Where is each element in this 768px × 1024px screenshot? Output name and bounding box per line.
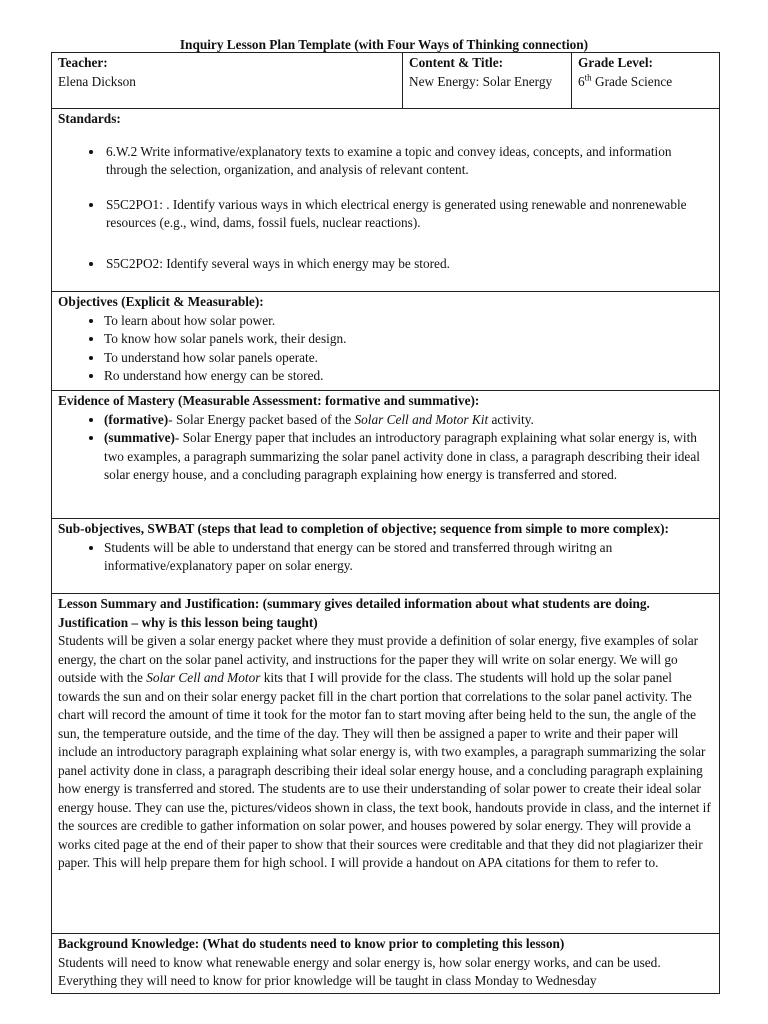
subobjectives-cell bbox=[52, 519, 720, 594]
standard-item: • S5C2PO2: Identify several ways in which energy may be stored. bbox=[104, 255, 713, 274]
grade-value bbox=[578, 73, 713, 92]
evidence-list bbox=[58, 411, 713, 485]
subobjectives-label: Sub-objectives, SWBAT (steps that lead to completion of objective; sequence from simple to more complex): bbox=[58, 521, 669, 536]
objectives-list bbox=[58, 312, 713, 386]
summary-text bbox=[58, 632, 713, 873]
objective-item: • Ro understand how energy can be stored. bbox=[104, 367, 713, 386]
formative-label: (formative) bbox=[104, 411, 169, 427]
standard-item: • S5C2PO1: . Identify various ways in which electrical energy is generated using renewable and nonrenewable resources (e.g., wind, dams, fossil fuels, nuclear reactions). bbox=[104, 196, 713, 233]
objectives-label: Objectives (Explicit & Measurable): bbox=[58, 294, 264, 309]
background-cell bbox=[52, 934, 720, 994]
objective-item: • To know how solar panels work, their design. bbox=[104, 330, 713, 349]
objectives-cell bbox=[52, 292, 720, 391]
summary-text-part: kits that I will provide for the class. The students will hold up the solar panel towards the sun and on their solar energy packet fill in the chart portion that correlations to the solar panel activity. The chart will record the amount of time it took for the motor fan to start moving after being held to the sun, the angle of the sun, the temperature outside, and the time of the day. They will then be assigned a paper to write and their paper will include an introductory paragraph explaining what solar energy is, with two examples, a paragraph summarizing the solar panel activity done in class, a paragraph describing their ideal solar energy house, and a concluding paragraph explaining how energy is transferred and stored. The students are to use their understanding of solar power to create their ideal solar energy house. They can use the, pictures/videos shown in class, the text book, handouts provide in class, and the internet if the sources are credible to gather information on solar power, and houses powered by solar energy. They will provide a works cited page at the end of their paper to show that their sources were creditable and that they did not plagiarizer their paper. This will help prepare them for high school. I will provide a handout on APA citations for them to refer to. bbox=[58, 670, 711, 870]
content-cell bbox=[403, 53, 572, 109]
summary-row bbox=[52, 594, 720, 934]
standards-row bbox=[52, 109, 720, 292]
formative-text: - Solar Energy packet based of the bbox=[168, 411, 355, 427]
standard-item: • 6.W.2 Write informative/explanatory texts to examine a topic and convey ideas, concepts, and information through the selection, organization, and analysis of relevant content. bbox=[104, 143, 713, 180]
standards-cell bbox=[52, 109, 720, 292]
formative-kit-name: Solar Cell and Motor Kit bbox=[354, 411, 489, 427]
summary-text-part: Students will be given a solar energy packet where they must provide a definition of solar energy, five examples of solar energy, the chart on the solar panel activity, and instructions for the paper they will write on solar energy. We will go outside with the bbox=[58, 633, 699, 685]
evidence-cell bbox=[52, 391, 720, 519]
summative-label: (summative) bbox=[104, 430, 175, 445]
grade-number: 6 bbox=[578, 73, 585, 89]
background-label: Background Knowledge: (What do students need to know prior to completing this lesson) bbox=[58, 936, 565, 951]
header-row bbox=[52, 53, 720, 109]
grade-label: Grade Level: bbox=[578, 55, 653, 70]
subobjective-item: • Students will be able to understand that energy can be stored and transferred through wiritng an informative/explanatory paper on solar energy. bbox=[104, 539, 713, 576]
background-row bbox=[52, 934, 720, 994]
subobjectives-list bbox=[58, 539, 713, 576]
formative-item bbox=[104, 411, 713, 430]
grade-rest: Grade Science bbox=[591, 73, 673, 89]
content-label: Content & Title: bbox=[409, 55, 504, 70]
summary-cell bbox=[52, 594, 720, 934]
subobjectives-row bbox=[52, 519, 720, 594]
background-text: Students will need to know what renewable energy and solar energy is, how solar energy works, and can be used. Everything they will need to know for prior knowledge will be taught in class Monday to Wednesday bbox=[58, 954, 661, 988]
document-title: Inquiry Lesson Plan Template (with Four Ways of Thinking connection) bbox=[179, 37, 589, 52]
summative-item bbox=[104, 429, 713, 485]
grade-suffix: th bbox=[584, 72, 592, 83]
formative-text-end: activity. bbox=[488, 411, 534, 427]
summary-label: Lesson Summary and Justification: (summary gives detailed information about what students are doing. Justification – why is this lesson being taught) bbox=[58, 596, 650, 630]
evidence-row bbox=[52, 391, 720, 519]
lesson-plan-table bbox=[51, 52, 720, 994]
objective-item: • To learn about how solar power. bbox=[104, 312, 713, 331]
summary-kit-name: Solar Cell and Motor bbox=[146, 670, 261, 685]
standards-label: Standards: bbox=[58, 111, 121, 126]
teacher-cell bbox=[52, 53, 403, 109]
evidence-label: Evidence of Mastery (Measurable Assessment: formative and summative): bbox=[58, 393, 480, 408]
standards-list bbox=[58, 143, 713, 274]
grade-cell bbox=[572, 53, 720, 109]
objectives-row bbox=[52, 292, 720, 391]
summative-text: - Solar Energy paper that includes an introductory paragraph explaining what solar energy is, with two examples, a paragraph summarizing the solar panel activity done in class, a paragraph describing their ideal solar energy house, and a concluding paragraph explaining how energy is transferred and stored. bbox=[104, 430, 700, 482]
teacher-name: Elena Dickson bbox=[58, 73, 136, 89]
content-value: New Energy: Solar Energy bbox=[409, 73, 553, 89]
teacher-label: Teacher: bbox=[58, 55, 108, 70]
objective-item: • To understand how solar panels operate. bbox=[104, 349, 713, 368]
